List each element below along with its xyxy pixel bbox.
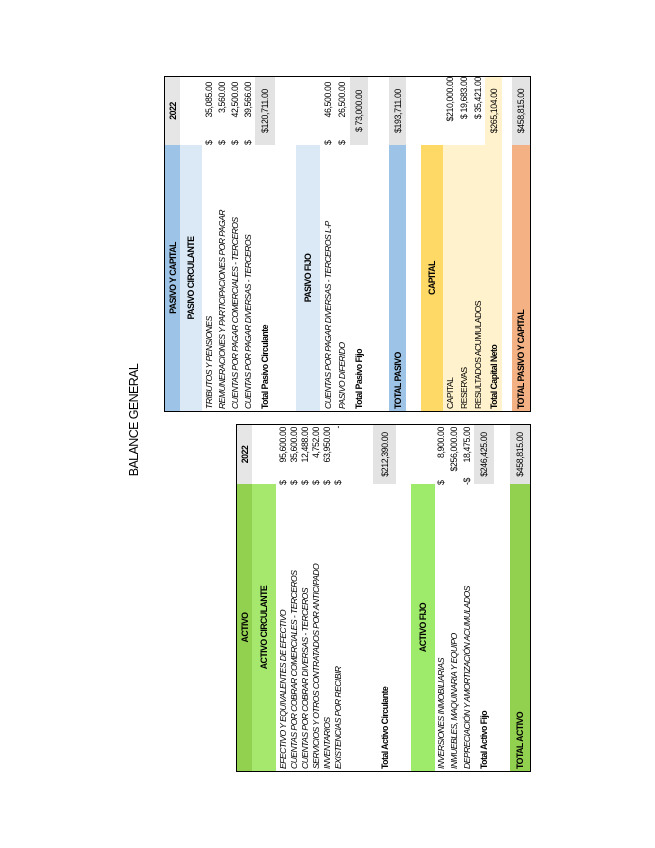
table-row-label: EXISTENCIAS POR RECIBIR bbox=[332, 666, 343, 769]
table-row-label: CUENTAS POR PAGAR COMERCIALES - TERCEROS bbox=[230, 217, 240, 409]
activo-table-border bbox=[236, 424, 531, 772]
table-row-label: INVERSIONES INMOBILIARIAS bbox=[436, 658, 446, 769]
table-row-currency: $ bbox=[243, 140, 253, 145]
table-row-value: - bbox=[332, 426, 343, 429]
table-row-currency: $ bbox=[321, 480, 332, 485]
table-row-currency: $ bbox=[217, 140, 227, 145]
table-row-label: REMUNERACIONES Y PARTICIPACIONES POR PAGAR bbox=[217, 210, 227, 409]
pasivo-total-fijo-label: Total Pasivo Fijo bbox=[354, 349, 364, 409]
table-row-value: 42,500.00 bbox=[230, 82, 240, 118]
activo-fijo-header: ACTIVO FIJO bbox=[418, 602, 428, 653]
table-row-currency: $ bbox=[336, 140, 347, 145]
page-title: BALANCE GENERAL bbox=[127, 363, 141, 477]
table-row-value: 3,560.00 bbox=[217, 82, 227, 114]
table-row-value: 35,600.00 bbox=[288, 427, 299, 463]
activo-total-value: $458,815.00 bbox=[515, 432, 525, 477]
table-row-value: 46,500.00 bbox=[322, 82, 333, 118]
table-row-currency: $ bbox=[332, 480, 343, 485]
table-row-label: INMUEBLES, MAQUINARIA Y EQUIPO bbox=[449, 633, 459, 769]
table-row-value: $ 19,683.00 bbox=[458, 77, 469, 120]
table-row-value: 4,752.00 bbox=[310, 427, 321, 459]
table-row-currency: -$ bbox=[462, 477, 472, 485]
pasivo-total-circulante-value: $120,711.00 bbox=[260, 89, 270, 133]
pasivo-fijo-header: PASIVO FIJO bbox=[303, 253, 313, 303]
table-row-label: SERVICIOS Y OTROS CONTRATADOS POR ANTICIPADO bbox=[310, 563, 321, 769]
table-row-label: TRIBUTOS Y PENSIONES bbox=[204, 316, 214, 409]
pasivo-total-circulante-label: Total Pasivo Circulante bbox=[260, 325, 270, 409]
capital-header: CAPITAL bbox=[427, 261, 437, 295]
table-row-currency: $ bbox=[310, 480, 321, 485]
table-row-label: DEPRECIACIÓN Y AMORTIZACIÓN ACUMULADOS bbox=[462, 586, 472, 769]
grand-total-value: $458,815.00 bbox=[516, 88, 526, 134]
activo-total-circulante-value: $212,390.00 bbox=[379, 432, 390, 477]
table-row-currency: $ bbox=[277, 480, 288, 485]
table-row-label: CUENTAS POR COBRAR COMERCIALES - TERCEROS bbox=[288, 570, 299, 769]
activo-total-fijo-value: $246,425.00 bbox=[479, 432, 489, 477]
table-row-value: 12,488.00 bbox=[299, 427, 310, 463]
table-row-label: PASIVO DIFERIDO bbox=[336, 342, 347, 409]
capital-total-label: Total Capital Neto bbox=[488, 344, 499, 409]
activo-circulante-header: ACTIVO CIRCULANTE bbox=[259, 585, 269, 670]
table-row-currency: $ bbox=[299, 480, 310, 485]
table-row-value: 18,475.00 bbox=[462, 427, 472, 463]
table-row-label: EFECTIVO Y EQUIVALENTES DE EFECTIVO bbox=[277, 609, 288, 769]
table-row-value: 26,500.00 bbox=[336, 82, 347, 118]
table-row-label: RESERVAS bbox=[458, 367, 469, 409]
table-row-value: $256,000.00 bbox=[449, 427, 459, 472]
pasivo-circulante-header: PASIVO CIRCULANTE bbox=[186, 236, 196, 320]
table-row-value: 95,600.00 bbox=[277, 427, 288, 463]
pasivo-year: 2022 bbox=[167, 102, 178, 120]
activo-total-label: TOTAL ACTIVO bbox=[515, 711, 525, 769]
table-row-value: 35,085.00 bbox=[204, 82, 214, 118]
pasivo-total-value: $193,711.00 bbox=[392, 89, 403, 133]
activo-total-fijo-label: Total Activo Fijo bbox=[479, 710, 489, 769]
pasivo-total-label: TOTAL PASIVO bbox=[392, 352, 403, 409]
table-row-label: CAPITAL bbox=[444, 377, 455, 409]
table-row-currency: $ bbox=[322, 140, 333, 145]
grand-total-label: TOTAL PASIVO Y CAPITAL bbox=[516, 309, 526, 409]
table-row-currency: $ bbox=[230, 140, 240, 145]
table-row-value: $210,000.00 bbox=[444, 77, 455, 122]
table-row-currency: $ bbox=[436, 480, 446, 485]
table-row-value: 63,950.00 bbox=[321, 427, 332, 463]
table-row-value: $ 35,421.00 bbox=[472, 77, 483, 120]
table-row-label: CUENTAS POR PAGAR DIVERSAS - TERCEROS bbox=[243, 234, 253, 409]
pasivo-total-fijo-value: $ 73,000.00 bbox=[354, 89, 364, 133]
table-row-label: CUENTAS POR COBRAR DIVERSAS - TERCEROS bbox=[299, 588, 310, 769]
table-row-label: RESULTADOS ACUMULADOS bbox=[472, 301, 483, 409]
table-row-label: INVENTARIOS bbox=[321, 717, 332, 769]
table-row-value: 39,566.00 bbox=[243, 82, 253, 118]
table-row-value: 8,900.00 bbox=[436, 427, 446, 459]
capital-total-value: $265,104.00 bbox=[488, 88, 499, 134]
table-row-currency: $ bbox=[288, 480, 299, 485]
activo-total-circulante-label: Total Activo Circulante bbox=[379, 686, 390, 769]
activo-header: ACTIVO bbox=[239, 612, 250, 643]
pasivo-header: PASIVO Y CAPITAL bbox=[167, 242, 178, 314]
activo-year: 2022 bbox=[239, 445, 250, 464]
table-row-label: CUENTAS POR PAGAR DIVERSAS - TERCEROS L-P bbox=[322, 221, 333, 409]
table-row-currency: $ bbox=[204, 140, 214, 145]
